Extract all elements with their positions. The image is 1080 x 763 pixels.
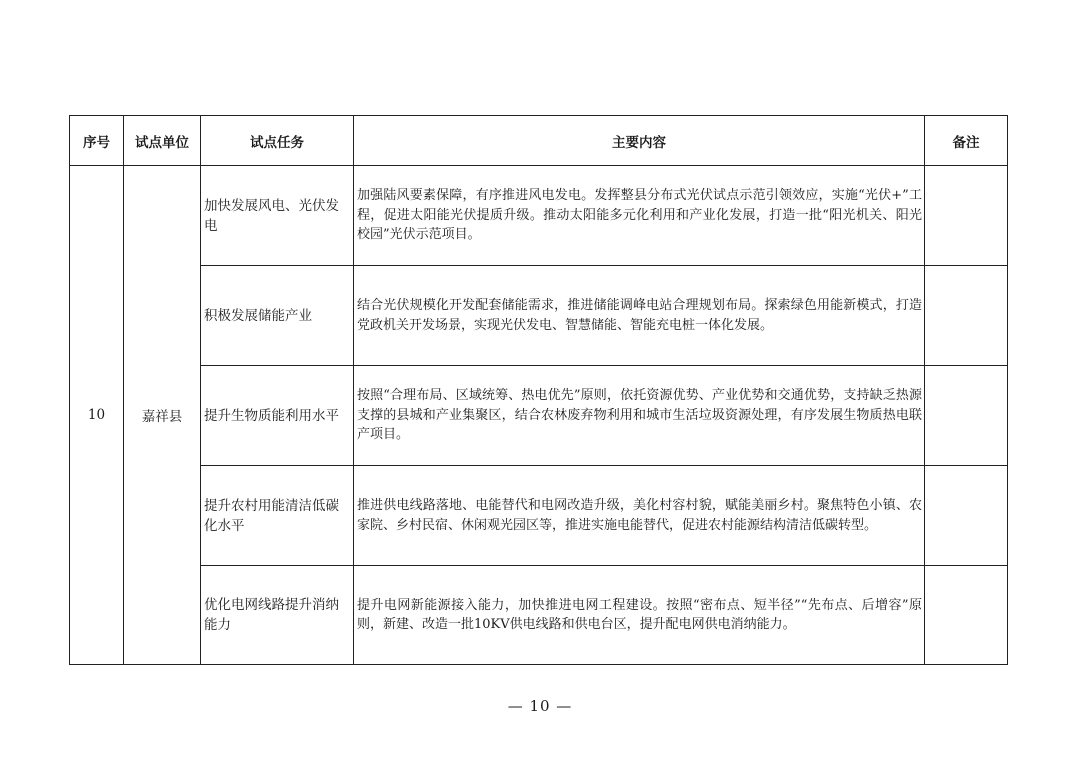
- table-row: [70, 266, 1008, 366]
- header-unit: 试点单位: [124, 116, 201, 166]
- content-cell: 按照“合理布局、区域统筹、热电优先”原则，依托资源优势、产业优势和交通优势，支持缺乏热源支撑的县城和产业集聚区，结合农林废弃物利用和城市生活垃圾资源处理，有序发展生物质热电联产项目。: [354, 366, 925, 466]
- remark-cell: [925, 366, 1008, 466]
- table-row: [70, 566, 1008, 665]
- table-row: [70, 366, 1008, 466]
- page-number: — 10 —: [507, 697, 573, 715]
- remark-cell: [925, 166, 1008, 266]
- header-task: 试点任务: [201, 116, 354, 166]
- content-cell: 结合光伏规模化开发配套储能需求，推进储能调峰电站合理规划布局。探索绿色用能新模式，打造党政机关开发场景，实现光伏发电、智慧储能、智能充电桩一体化发展。: [354, 266, 925, 366]
- header-remark: 备注: [925, 116, 1008, 166]
- entry-number: 10: [70, 166, 124, 665]
- pilot-task-table: [69, 115, 1008, 665]
- task-cell: 提升农村用能清洁低碳化水平: [201, 466, 354, 566]
- remark-cell: [925, 266, 1008, 366]
- entry-unit: 嘉祥县: [124, 166, 201, 665]
- table-row: [70, 466, 1008, 566]
- content-cell: 提升电网新能源接入能力，加快推进电网工程建设。按照“密布点、短半径”“先布点、后增容”原则，新建、改造一批10KV供电线路和供电台区，提升配电网供电消纳能力。: [354, 566, 925, 665]
- task-cell: 提升生物质能利用水平: [201, 366, 354, 466]
- header-no: 序号: [70, 116, 124, 166]
- content-cell: 加强陆风要素保障，有序推进风电发电。发挥整县分布式光伏试点示范引领效应，实施“光伏+”工程，促进太阳能光伏提质升级。推动太阳能多元化利用和产业化发展，打造一批“阳光机关、阳光校园”光伏示范项目。: [354, 166, 925, 266]
- header-content: 主要内容: [354, 116, 925, 166]
- task-cell: 优化电网线路提升消纳能力: [201, 566, 354, 665]
- task-cell: 加快发展风电、光伏发电: [201, 166, 354, 266]
- content-cell: 推进供电线路落地、电能替代和电网改造升级，美化村容村貌，赋能美丽乡村。聚焦特色小镇、农家院、乡村民宿、休闲观光园区等，推进实施电能替代，促进农村能源结构清洁低碳转型。: [354, 466, 925, 566]
- remark-cell: [925, 566, 1008, 665]
- remark-cell: [925, 466, 1008, 566]
- table-row: [70, 166, 1008, 266]
- table-header-row: [70, 116, 1008, 166]
- task-cell: 积极发展储能产业: [201, 266, 354, 366]
